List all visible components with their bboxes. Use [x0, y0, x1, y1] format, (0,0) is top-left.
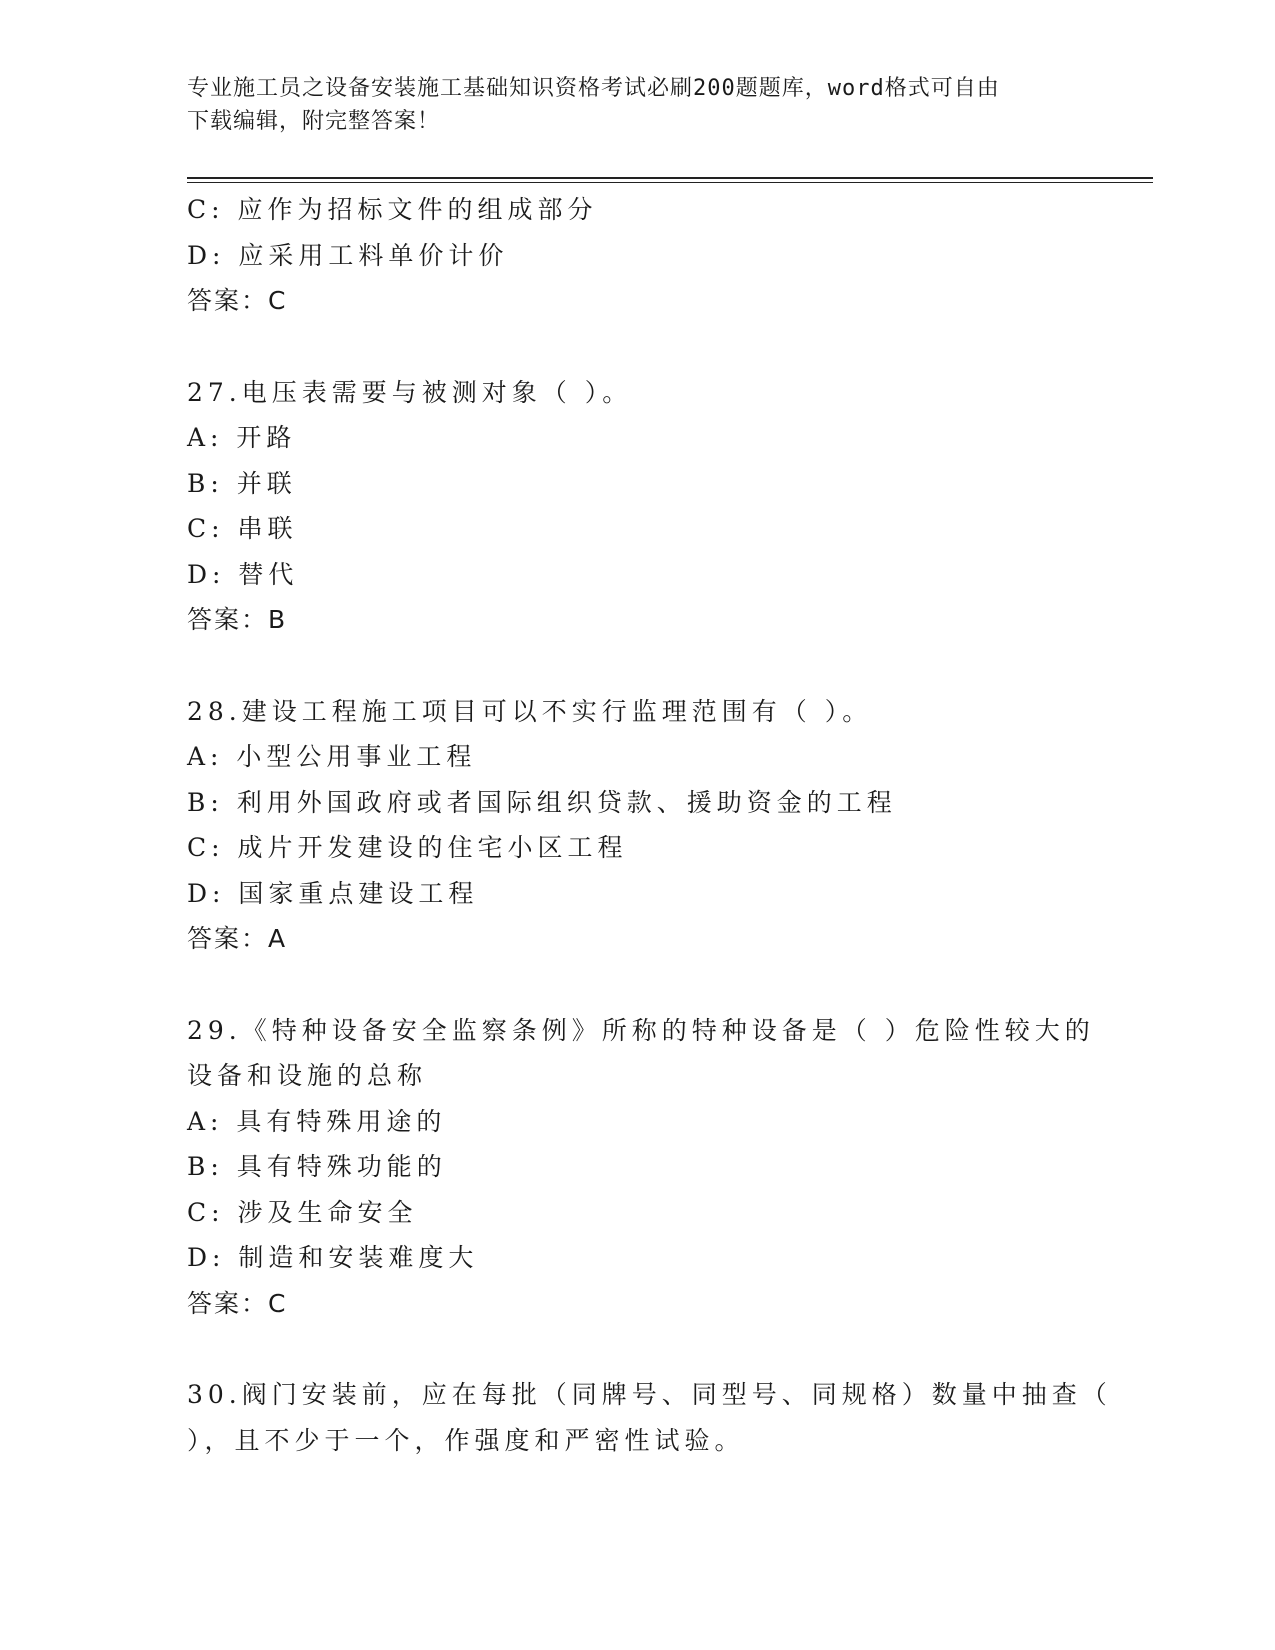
question-stem-line-1: 29.《特种设备安全监察条例》所称的特种设备是（ ）危险性较大的 — [187, 1015, 1095, 1045]
question-block-continued — [187, 187, 1087, 324]
option-b: B: 利用外国政府或者国际组织贷款、援助资金的工程 — [187, 787, 897, 817]
option-d: D: 替代 — [187, 559, 299, 589]
question-29 — [187, 1008, 1095, 1327]
question-27 — [187, 370, 1087, 643]
option-d: D: 国家重点建设工程 — [187, 878, 479, 908]
question-stem-line-2: ），且不少于一个，作强度和严密性试验。 — [187, 1425, 745, 1455]
answer-line: 答案：C — [187, 286, 288, 315]
header-title-line-2: 下载编辑，附完整答案！ — [187, 109, 441, 134]
option-d: D: 制造和安装难度大 — [187, 1243, 479, 1272]
option-b: B: 并联 — [187, 468, 297, 498]
answer-line: 答案：C — [187, 1288, 288, 1318]
spacer — [187, 1326, 1087, 1372]
question-stem-line-1: 30.阀门安装前，应在每批（同牌号、同型号、同规格）数量中抽查（ — [187, 1380, 1112, 1409]
document-header — [187, 72, 1087, 138]
option-c: C: 成片开发建设的住宅小区工程 — [187, 833, 628, 862]
spacer — [187, 643, 1087, 689]
header-divider-thin — [187, 182, 1153, 183]
question-28 — [187, 689, 1087, 962]
option-d: D: 应采用工料单价计价 — [187, 240, 509, 270]
header-title-line-1: 专业施工员之设备安装施工基础知识资格考试必刷200题题库，word格式可自由 — [187, 76, 1000, 101]
header-divider — [187, 177, 1153, 179]
answer-line: 答案：B — [187, 605, 288, 634]
option-b: B: 具有特殊功能的 — [187, 1152, 447, 1181]
spacer — [187, 962, 1087, 1008]
option-c: C: 应作为招标文件的组成部分 — [187, 195, 598, 224]
option-a: A: 小型公用事业工程 — [187, 742, 477, 771]
option-a: A: 具有特殊用途的 — [187, 1106, 447, 1136]
question-stem: 28.建设工程施工项目可以不实行监理范围有（ ）。 — [187, 696, 873, 726]
question-stem: 27.电压表需要与被测对象（ ）。 — [187, 377, 633, 407]
option-c: C: 串联 — [187, 514, 298, 543]
option-c: C: 涉及生命安全 — [187, 1197, 418, 1227]
question-stem-line-2: 设备和设施的总称 — [187, 1061, 428, 1090]
question-30 — [187, 1372, 1112, 1463]
answer-line: 答案：A — [187, 924, 288, 953]
option-a: A: 开路 — [187, 423, 297, 452]
spacer — [187, 324, 1087, 370]
question-list — [187, 187, 1112, 1463]
